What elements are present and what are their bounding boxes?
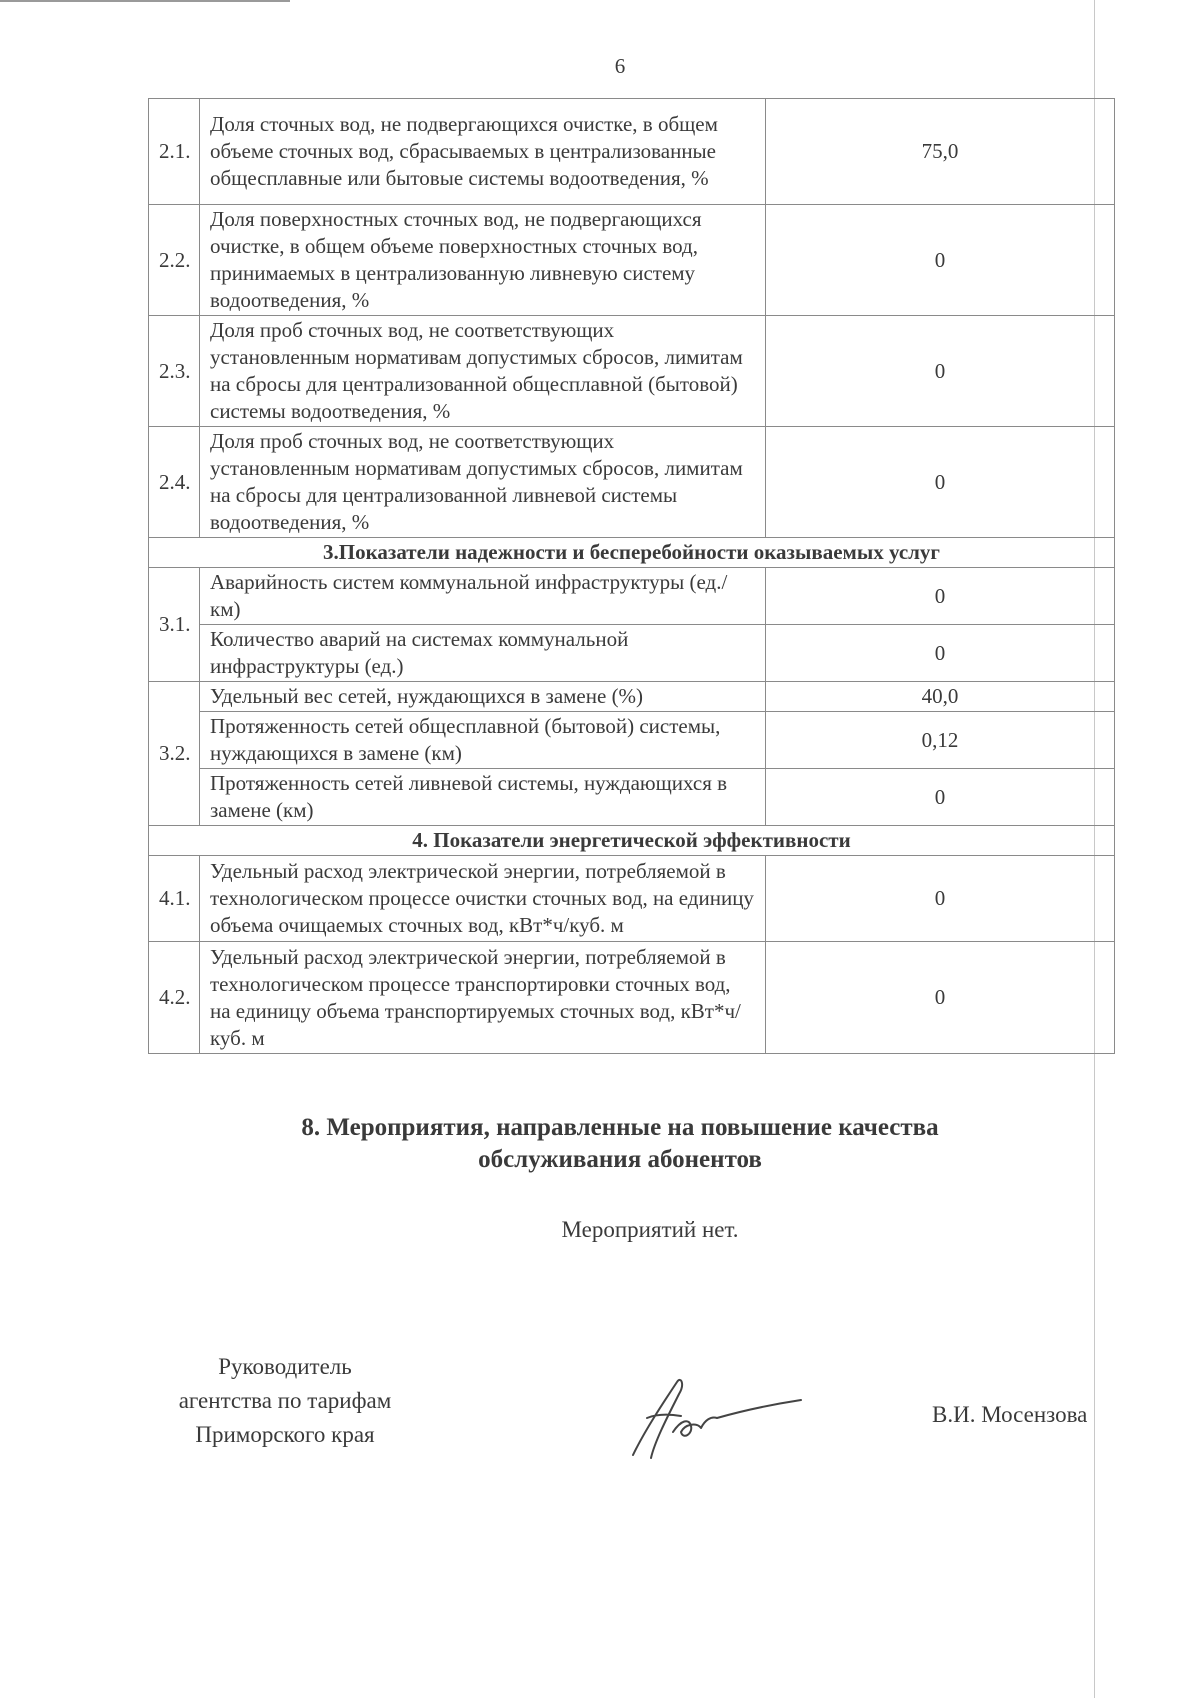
row-number: 2.2. [149,205,200,316]
row-number: 2.1. [149,99,200,205]
indicator-description: Протяженность сетей общесплавной (бытовой) системы, нуждающихся в замене (км) [200,712,766,769]
signatory-title-line: Приморского края [195,1422,375,1447]
table-row [149,568,1115,625]
row-number: 2.4. [149,427,200,538]
table-row [149,205,1115,316]
table-row [149,856,1115,942]
indicator-value: 0 [766,625,1115,682]
row-number: 3.2. [149,682,200,826]
section-heading: 4. Показатели энергетической эффективности [149,826,1115,856]
table-row [149,712,1115,769]
indicator-description: Удельный расход электрической энергии, потребляемой в технологическом процессе транспортировки сточных вод, на единицу объема транспортируемых сточных вод, кВт*ч/куб. м [200,942,766,1054]
table-row [149,316,1115,427]
indicator-value: 0 [766,942,1115,1054]
indicator-value: 0 [766,769,1115,826]
indicator-value: 0 [766,427,1115,538]
row-number: 3.1. [149,568,200,682]
indicators-table [148,98,1115,1054]
section-header-row [149,538,1115,568]
indicator-description: Доля проб сточных вод, не соответствующих установленным нормативам допустимых сбросов, лимитам на сбросы для централизованной общесплавной (бытовой) системы водоотведения, % [200,316,766,427]
indicator-description: Удельный вес сетей, нуждающихся в замене (%) [200,682,766,712]
indicator-value: 75,0 [766,99,1115,205]
signatory-name: В.И. Мосензова [932,1402,1088,1427]
table-row [149,942,1115,1054]
indicator-value: 0 [766,316,1115,427]
indicator-description: Доля проб сточных вод, не соответствующих установленным нормативам допустимых сбросов, лимитам на сбросы для централизованной ливневой системы водоотведения, % [200,427,766,538]
section-8-heading-line: 8. Мероприятия, направленные на повышение качества [301,1114,939,1141]
row-number: 2.3. [149,316,200,427]
table-row [149,625,1115,682]
indicator-description: Доля сточных вод, не подвергающихся очистке, в общем объеме сточных вод, сбрасываемых в централизованные общесплавные или бытовые системы водоотведения, % [200,99,766,205]
indicator-description: Доля поверхностных сточных вод, не подвергающихся очистке, в общем объеме поверхностных сточных вод, принимаемых в централизованную ливневую систему водоотведения, % [200,205,766,316]
indicator-description: Аварийность систем коммунальной инфраструктуры (ед./км) [200,568,766,625]
indicator-description: Количество аварий на системах коммунальной инфраструктуры (ед.) [200,625,766,682]
row-number: 4.2. [149,942,200,1054]
indicator-description: Протяженность сетей ливневой системы, нуждающихся в замене (км) [200,769,766,826]
table-row [149,769,1115,826]
page-number: 6 [614,54,626,78]
section-8-heading [170,1112,1070,1176]
handwritten-signature [625,1370,805,1465]
section-heading: 3.Показатели надежности и бесперебойности оказываемых услуг [149,538,1115,568]
indicator-value: 0 [766,568,1115,625]
indicator-description: Удельный расход электрической энергии, потребляемой в технологическом процессе очистки сточных вод, на единицу объема очищаемых сточных вод, кВт*ч/куб. м [200,856,766,942]
indicator-value: 40,0 [766,682,1115,712]
section-8-heading-line: обслуживания абонентов [478,1146,762,1173]
table-row [149,682,1115,712]
scan-edge-line [0,0,290,2]
table-row [149,99,1115,205]
indicator-value: 0 [766,205,1115,316]
indicator-value: 0,12 [766,712,1115,769]
no-measures-text: Мероприятий нет. [561,1217,739,1242]
section-header-row [149,826,1115,856]
signatory-title [150,1350,420,1452]
signatory-title-line: агентства по тарифам [178,1388,392,1413]
table-row [149,427,1115,538]
signatory-title-line: Руководитель [218,1354,352,1379]
row-number: 4.1. [149,856,200,942]
indicator-value: 0 [766,856,1115,942]
